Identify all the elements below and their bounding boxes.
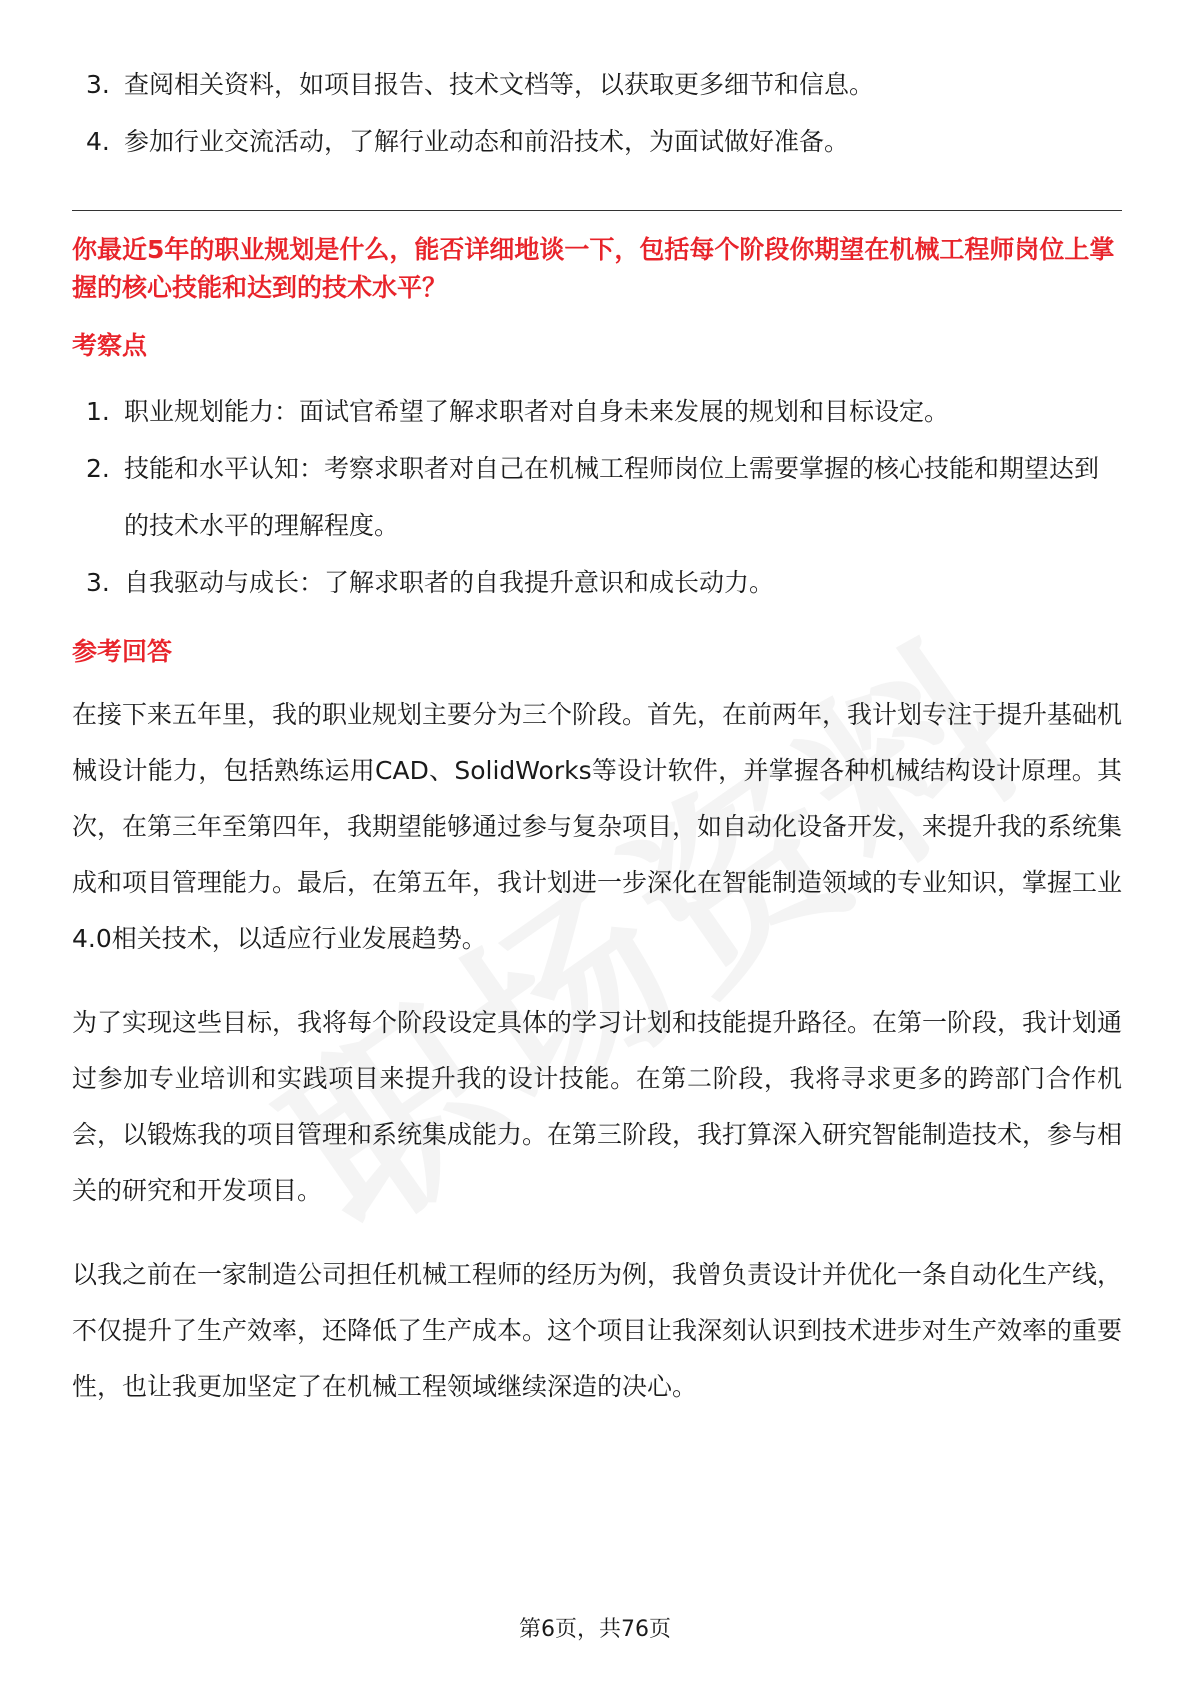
answer-paragraph: 在接下来五年里，我的职业规划主要分为三个阶段。首先，在前两年，我计划专注于提升基础机械设计能力，包括熟练运用CAD、SolidWorks等设计软件，并掌握各种机械结构设计原理。其次，在第三年至第四年，我期望能够通过参与复杂项目，如自动化设备开发，来提升我的系统集成和项目管理能力。最后，在第五年，我计划进一步深化在智能制造领域的专业知识，掌握工业4.0相关技术，以适应行业发展趋势。: [72, 700, 1123, 953]
list-number: 3.: [86, 70, 110, 99]
list-item: [72, 56, 1122, 113]
list-number: 1.: [86, 397, 110, 426]
interview-question: 你最近5年的职业规划是什么，能否详细地谈一下，包括每个阶段你期望在机械工程师岗位上掌握的核心技能和达到的技术水平？: [72, 235, 1115, 302]
exam-points-list: [72, 383, 1122, 611]
section-divider: [72, 210, 1122, 211]
answer-paragraph: 为了实现这些目标，我将每个阶段设定具体的学习计划和技能提升路径。在第一阶段，我计划通过参加专业培训和实践项目来提升我的设计技能。在第二阶段，我将寻求更多的跨部门合作机会，以锻炼我的项目管理和系统集成能力。在第三阶段，我打算深入研究智能制造技术，参与相关的研究和开发项目。: [72, 1008, 1123, 1205]
list-number: 3.: [86, 568, 110, 597]
list-item: [72, 554, 1122, 611]
list-text: 参加行业交流活动，了解行业动态和前沿技术，为面试做好准备。: [124, 127, 850, 156]
page-number-footer: 第6页，共76页: [519, 1617, 671, 1642]
list-number: 2.: [86, 454, 110, 483]
page-content: [72, 56, 1122, 1415]
list-text: 自我驱动与成长：了解求职者的自我提升意识和成长动力。: [124, 568, 775, 597]
list-text: 查阅相关资料，如项目报告、技术文档等，以获取更多细节和信息。: [124, 70, 875, 99]
list-item: [72, 113, 1122, 170]
prep-list: [72, 56, 1122, 170]
list-text: 技能和水平认知：考察求职者对自己在机械工程师岗位上需要掌握的核心技能和期望达到的技术水平的理解程度。: [124, 454, 1100, 540]
list-text: 职业规划能力：面试官希望了解求职者对自身未来发展的规划和目标设定。: [124, 397, 950, 426]
exam-points-heading: 考察点: [72, 331, 148, 360]
answer-paragraph: 以我之前在一家制造公司担任机械工程师的经历为例，我曾负责设计并优化一条自动化生产线，不仅提升了生产效率，还降低了生产成本。这个项目让我深刻认识到技术进步对生产效率的重要性，也让我更加坚定了在机械工程领域继续深造的决心。: [72, 1260, 1123, 1401]
list-item: [72, 440, 1122, 554]
reference-answer-heading: 参考回答: [72, 637, 173, 666]
list-item: [72, 383, 1122, 440]
list-number: 4.: [86, 127, 110, 156]
